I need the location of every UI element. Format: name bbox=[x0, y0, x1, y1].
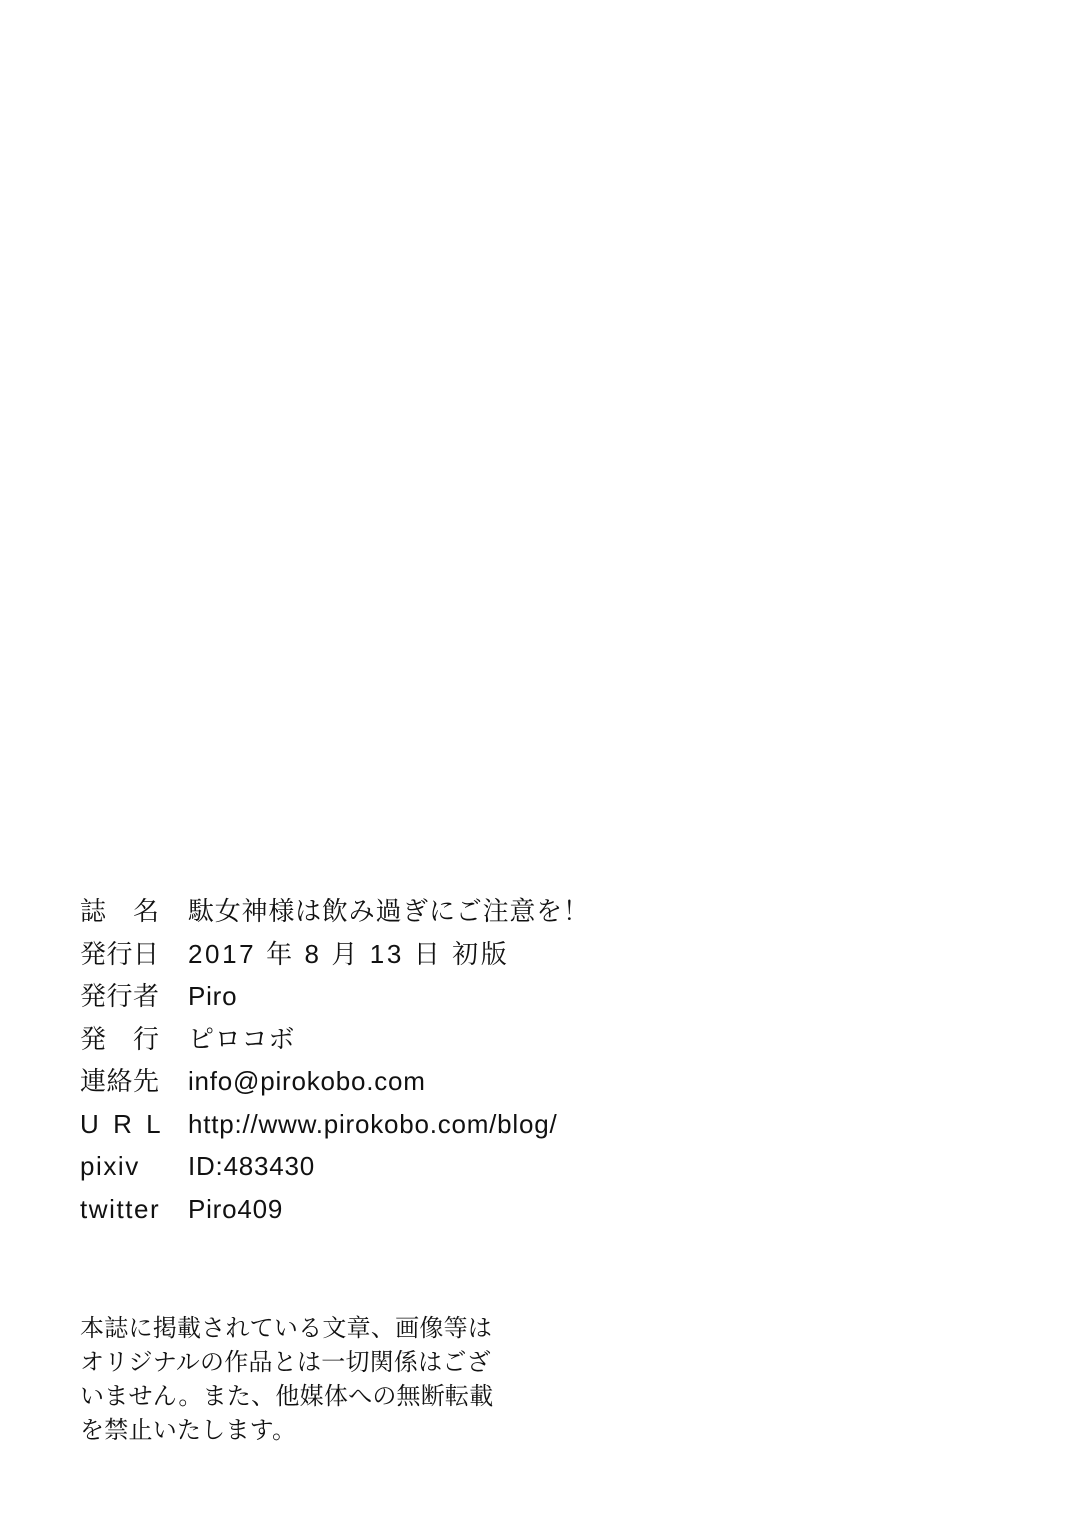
disclaimer-line: いません。また、他媒体への無断転載 bbox=[80, 1383, 494, 1411]
colophon-label-title: 誌 名 bbox=[80, 896, 160, 926]
disclaimer-line: オリジナルの作品とは一切関係はござ bbox=[80, 1349, 491, 1377]
colophon-value-publisher-person: Piro bbox=[188, 981, 238, 1011]
disclaimer-line: 本誌に掲載されている文章、画像等は bbox=[80, 1315, 493, 1342]
colophon-label-twitter: twitter bbox=[80, 1193, 161, 1224]
colophon-row bbox=[80, 1023, 1000, 1056]
disclaimer-line: を禁止いたします。 bbox=[80, 1417, 297, 1445]
colophon-row bbox=[80, 895, 1000, 928]
colophon-label-publisher-person: 発行者 bbox=[80, 981, 160, 1011]
colophon-value-publish-date: 2017 年 8 月 13 日 初版 bbox=[188, 938, 510, 969]
colophon-label-url: URL bbox=[80, 1108, 175, 1139]
colophon-value-contact-email: info@pirokobo.com bbox=[188, 1066, 426, 1096]
colophon-label-publisher: 発 行 bbox=[80, 1023, 160, 1054]
colophon-row bbox=[80, 1065, 1000, 1098]
colophon-value-pixiv-id: ID:483430 bbox=[188, 1151, 316, 1181]
colophon-block bbox=[80, 895, 1000, 1235]
colophon-row bbox=[80, 938, 1000, 971]
colophon-label-pixiv: pixiv bbox=[80, 1151, 140, 1181]
colophon-label-contact: 連絡先 bbox=[80, 1066, 160, 1096]
colophon-value-title: 駄女神様は飲み過ぎにご注意を！ bbox=[188, 896, 590, 926]
colophon-row bbox=[80, 1193, 1000, 1226]
colophon-value-publisher: ピロコボ bbox=[188, 1023, 296, 1054]
colophon-value-twitter-handle: Piro409 bbox=[188, 1193, 284, 1224]
disclaimer-notice bbox=[80, 1312, 640, 1448]
colophon-row bbox=[80, 1150, 1000, 1183]
colophon-label-publish-date: 発行日 bbox=[80, 938, 160, 969]
colophon-row bbox=[80, 980, 1000, 1013]
colophon-row bbox=[80, 1108, 1000, 1141]
colophon-value-url: http://www.pirokobo.com/blog/ bbox=[188, 1108, 558, 1139]
